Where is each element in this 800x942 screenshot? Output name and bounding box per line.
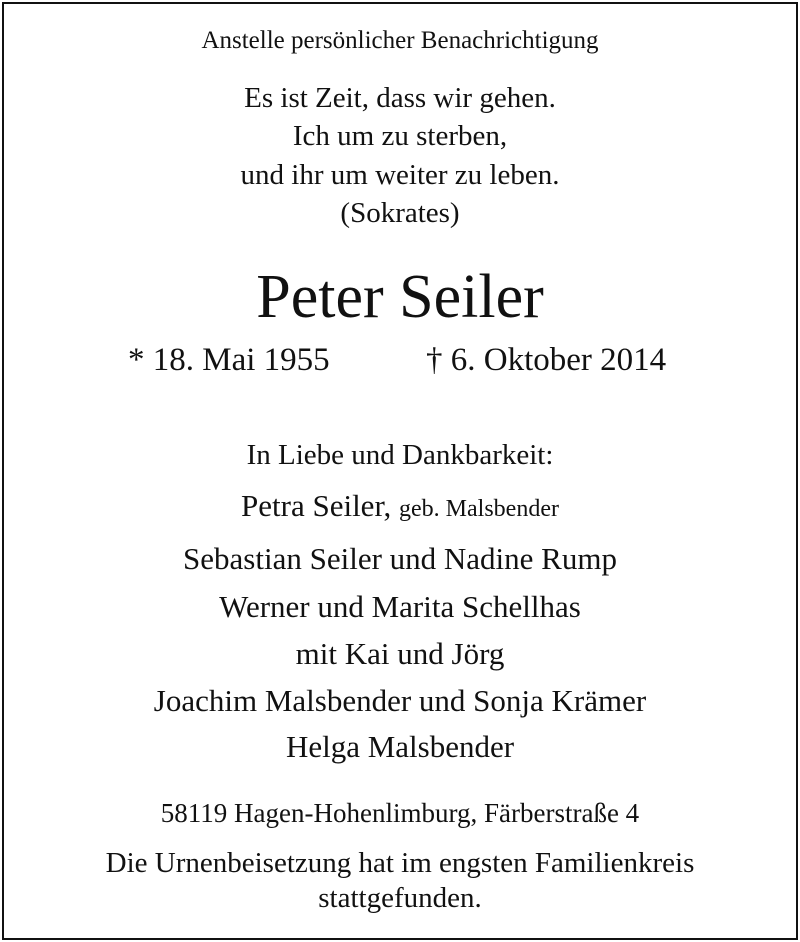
death-date: † 6. Oktober 2014 (426, 342, 667, 378)
mourner-line-1 (4, 490, 796, 521)
quote-line-1: Es ist Zeit, dass wir gehen. (244, 82, 556, 114)
intro-text: Anstelle persönlicher Benachrichtigung (201, 27, 599, 54)
deceased-name: Peter Seiler (256, 263, 544, 331)
mourner-line-3: Werner und Marita Schellhas (219, 589, 581, 624)
birth-date: * 18. Mai 1955 (128, 342, 330, 378)
mourner-line-6: Helga Malsbender (285, 729, 515, 764)
obituary-notice (2, 2, 798, 940)
quote-line-3: und ihr um weiter zu leben. (240, 159, 560, 191)
quote-line-2: Ich um zu sterben, (292, 120, 508, 152)
burial-note-line-2: stattgefunden. (318, 882, 482, 914)
mourner-line-2: Sebastian Seiler und Nadine Rump (183, 541, 617, 576)
address: 58119 Hagen-Hohenlimburg, Färberstraße 4 (160, 798, 640, 828)
burial-note-line-1: Die Urnenbeisetzung hat im engsten Familienkreis (105, 847, 695, 879)
maiden-name-note: geb. Malsbender (399, 496, 559, 522)
mourner-line-4: mit Kai und Jörg (295, 636, 505, 671)
mourner-line-5: Joachim Malsbender und Sonja Krämer (153, 683, 647, 718)
mourner-name: Petra Seiler, (241, 488, 392, 523)
quote-author: (Sokrates) (340, 197, 460, 229)
mourners-heading: In Liebe und Dankbarkeit: (246, 439, 554, 471)
